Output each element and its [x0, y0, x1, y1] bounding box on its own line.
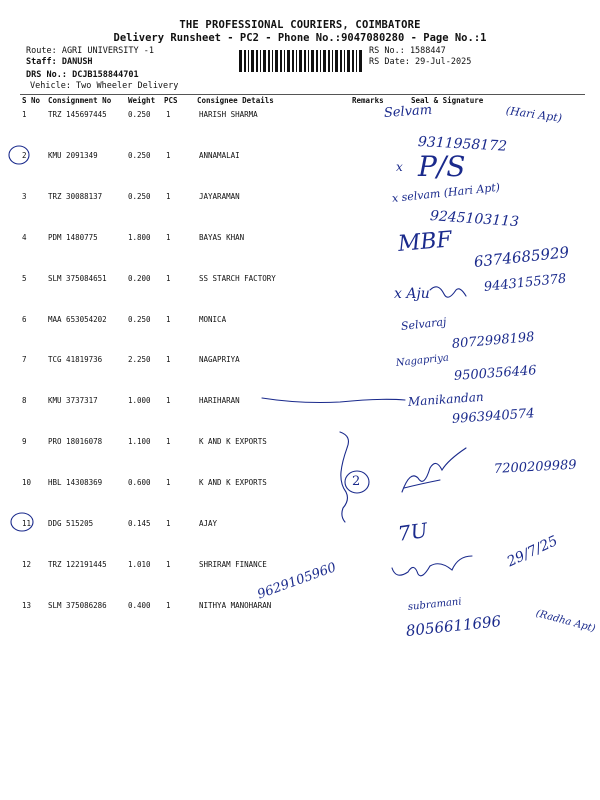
document-title: THE PROFESSIONAL COURIERS, COIMBATORE: [179, 19, 421, 31]
hw-sig4-phone: 6374685929: [473, 243, 570, 271]
drs-info: [26, 70, 139, 80]
cell-weight: 0.200: [128, 273, 151, 283]
cell-consignment-no: PRO 18016078: [48, 437, 103, 447]
barcode-bar: [280, 50, 282, 72]
hw-sig2-mark: x: [396, 160, 403, 174]
cell-sno: 12: [22, 559, 32, 569]
cell-weight: 0.250: [128, 191, 151, 201]
hw-sig4-name: MBF: [396, 227, 453, 257]
cell-pcs: 1: [166, 559, 171, 569]
cell-pcs: 1: [166, 314, 171, 324]
hw-sig12-date: 29/7/25: [504, 532, 561, 571]
hw-sig1-phone: 9311958172: [417, 134, 508, 155]
hw-sig13-name: subramani: [407, 596, 463, 613]
cell-weight: 2.250: [128, 355, 151, 365]
cell-consignment-no: DDG 515205: [48, 519, 94, 528]
hw-sig11: 7U: [396, 517, 429, 546]
rs-number: RS No.: 1588447: [369, 46, 446, 56]
col-header-weight: Weight: [128, 96, 156, 105]
barcode-bar: [275, 50, 278, 72]
staff-info: [26, 57, 93, 67]
cell-consignment-no: TCG 41819736: [48, 355, 103, 365]
cell-weight: 0.600: [128, 478, 151, 488]
cell-consignee: NAGAPRIYA: [199, 355, 240, 365]
cell-consignment-no: KMU 3737317: [48, 396, 98, 406]
bracket-mark: [340, 432, 348, 522]
barcode-bar: [292, 50, 294, 72]
cell-consignee: SHRIRAM FINANCE: [199, 559, 267, 569]
col-header-signature: Seal & Signature: [411, 96, 484, 105]
cell-consignee: JAYARAMAN: [199, 191, 240, 201]
barcode-bar: [256, 50, 258, 72]
barcode-bar: [335, 50, 338, 72]
strike-line-row-8: [262, 398, 405, 403]
cell-sno: 6: [22, 314, 27, 324]
barcode-bar: [260, 50, 261, 72]
cell-sno: 7: [22, 355, 27, 365]
hw-sig3-name: x selvam (Hari Apt): [391, 180, 501, 205]
cell-consignment-no: PDM 1480775: [48, 232, 98, 242]
cell-sno: 13: [22, 600, 32, 610]
barcode-bar: [308, 50, 309, 72]
cell-consignment-no: SLM 375084651: [48, 273, 107, 283]
signature-scribble-5: [430, 287, 466, 297]
cell-pcs: 1: [166, 150, 171, 160]
barcode-bar: [287, 50, 290, 72]
hw-sig5-name: x Aju: [394, 286, 430, 302]
cell-sno: 2: [22, 150, 27, 160]
cell-weight: 0.250: [128, 110, 151, 119]
hw-sig3-phone: 9245103113: [429, 208, 520, 231]
header-divider: [20, 94, 585, 95]
barcode-bar: [347, 50, 350, 72]
barcode-bar: [320, 50, 321, 72]
cell-consignment-no: SLM 375086286: [48, 600, 107, 610]
cell-consignee: HARISH SHARMA: [199, 110, 258, 119]
cell-weight: 0.250: [128, 150, 151, 160]
cell-sno: 11: [22, 519, 32, 528]
cell-pcs: 1: [166, 273, 171, 283]
rs-date: RS Date: 29-Jul-2025: [369, 57, 472, 67]
cell-sno: 9: [22, 437, 27, 447]
col-header-sno: S No: [22, 96, 41, 105]
hw-sig6-name: Selvaraj: [400, 315, 448, 333]
col-header-consignment: Consignment No: [48, 96, 112, 105]
barcode-bar: [299, 50, 302, 72]
barcode-bar: [239, 50, 242, 72]
cell-pcs: 1: [166, 437, 171, 447]
hw-circle-note: 2: [352, 474, 361, 489]
barcode-bar: [263, 50, 266, 72]
staff-label: Staff:: [26, 57, 57, 67]
hw-sig8-name: Manikandan: [407, 389, 485, 409]
barcode-bar: [328, 50, 330, 72]
cell-weight: 1.800: [128, 232, 151, 242]
route-info: Route: AGRI UNIVERSITY -1: [26, 46, 154, 56]
hw-sig6-phone: 8072998198: [451, 329, 536, 352]
barcode-bar: [268, 50, 270, 72]
barcode-bar: [251, 50, 254, 72]
hw-sig8-phone: 9963940574: [451, 406, 536, 427]
cell-pcs: 1: [166, 519, 171, 528]
hw-sig7-phone: 9500356446: [453, 363, 538, 384]
cell-consignee: HARIHARAN: [199, 396, 240, 406]
barcode-bar: [359, 50, 362, 72]
barcode-bar: [332, 50, 333, 72]
barcode-bar: [248, 50, 249, 72]
staff-value: DANUSH: [61, 57, 93, 67]
cell-consignment-no: KMU 2091349: [48, 150, 98, 160]
cell-sno: 4: [22, 232, 27, 242]
barcode-bar: [296, 50, 297, 72]
hw-sig1-note: (Hari Apt): [505, 104, 563, 125]
cell-consignee: AJAY: [199, 519, 218, 528]
cell-sno: 8: [22, 396, 27, 406]
cell-weight: 0.250: [128, 314, 151, 324]
cell-consignee: NITHYA MANOHARAN: [199, 600, 272, 610]
cell-consignee: ANNAMALAI: [199, 150, 240, 160]
cell-sno: 1: [22, 110, 27, 119]
cell-pcs: 1: [166, 232, 171, 242]
barcode-bar: [311, 50, 314, 72]
col-header-consignee: Consignee Details: [197, 96, 274, 105]
cell-consignee: MONICA: [199, 314, 227, 324]
drs-label: DRS No.:: [26, 70, 67, 80]
barcode-bar: [356, 50, 357, 72]
cell-weight: 1.010: [128, 559, 151, 569]
barcode-bar: [340, 50, 342, 72]
barcode-bar: [304, 50, 306, 72]
cell-consignee: K AND K EXPORTS: [199, 437, 267, 447]
barcode-bar: [344, 50, 345, 72]
barcode-bar: [284, 50, 285, 72]
cell-weight: 1.100: [128, 437, 151, 447]
document-subtitle: Delivery Runsheet - PC2 - Phone No.:9047080280 - Page No.:1: [113, 32, 487, 44]
cell-pcs: 1: [166, 600, 171, 610]
cell-consignee: SS STARCH FACTORY: [199, 273, 276, 283]
cell-consignee: BAYAS KHAN: [199, 232, 245, 242]
cell-pcs: 1: [166, 110, 171, 119]
signature-scribble-10: [402, 448, 466, 492]
cell-weight: 1.000: [128, 396, 151, 406]
hw-side-phone: 9629105960: [255, 560, 339, 603]
hw-sig10-phone: 7200209989: [493, 457, 577, 477]
col-header-pcs: PCS: [164, 96, 178, 105]
cell-pcs: 1: [166, 478, 171, 488]
cell-consignment-no: TRZ 145697445: [48, 110, 107, 119]
barcode-bar: [272, 50, 273, 72]
cell-weight: 0.145: [128, 519, 151, 528]
cell-weight: 0.400: [128, 600, 151, 610]
cell-pcs: 1: [166, 396, 171, 406]
hw-sig5-phone: 9443155378: [483, 271, 568, 295]
barcode-bar: [323, 50, 326, 72]
cell-pcs: 1: [166, 191, 171, 201]
barcode-bar: [352, 50, 354, 72]
cell-consignment-no: HBL 14308369: [48, 478, 103, 488]
cell-pcs: 1: [166, 355, 171, 365]
barcode-bar: [316, 50, 318, 72]
cell-consignee: K AND K EXPORTS: [199, 478, 267, 488]
barcode: [239, 50, 363, 72]
hw-sig1-name: Selvam: [383, 102, 433, 121]
hw-sig2: P/S: [418, 150, 466, 183]
cell-consignment-no: TRZ 122191445: [48, 559, 107, 569]
cell-sno: 3: [22, 191, 27, 201]
drs-value: DCJB158844701: [72, 70, 139, 80]
signature-scribble-12: [392, 556, 472, 576]
barcode-bar: [244, 50, 246, 72]
hw-sig7-name: Nagapriya: [395, 352, 450, 369]
cell-sno: 5: [22, 273, 27, 283]
hw-sig13-phone: 8056611696: [405, 612, 502, 640]
cell-sno: 10: [22, 478, 32, 488]
cell-consignment-no: MAA 653054202: [48, 314, 107, 324]
col-header-remarks: Remarks: [352, 96, 384, 105]
cell-consignment-no: TRZ 30088137: [48, 191, 103, 201]
hw-sig13-note: (Radha Apt): [534, 608, 597, 635]
vehicle-info: Vehicle: Two Wheeler Delivery: [30, 81, 179, 91]
